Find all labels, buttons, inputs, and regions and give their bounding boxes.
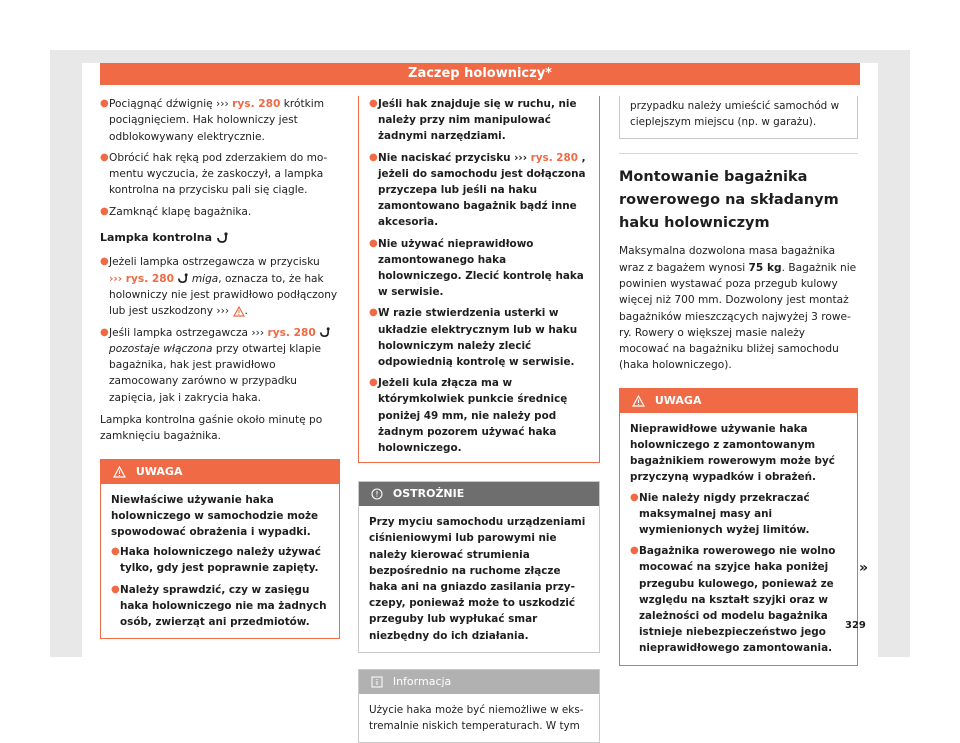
warning-box xyxy=(100,459,340,640)
tow-hook-icon xyxy=(177,273,188,284)
page-header xyxy=(100,63,860,85)
continue-arrow-icon: » xyxy=(859,560,869,576)
warning-triangle-icon[interactable] xyxy=(233,306,245,317)
bullet-icon: ● xyxy=(369,237,378,249)
column-middle xyxy=(358,96,600,743)
figure-ref-link[interactable]: ››› rys. 280 xyxy=(109,272,175,285)
info-continuation-box: przypadku należy umieścić samochód w cieplejszym miejscu (np. w garażu). xyxy=(619,96,858,139)
bullet-icon: ● xyxy=(100,326,109,338)
header-title: Zaczep holowniczy* xyxy=(408,66,552,81)
list-item: ● Nie należy nigdy przekraczać maksymalnej masy ani wymienionych wyżej limitów. xyxy=(630,490,847,539)
info-body: Użycie haka może być niemożliwe w ekstremalnie niskich temperaturach. W tym xyxy=(369,703,584,733)
page-number: 329 xyxy=(845,620,866,631)
section-title: Montowanie bagażnika rowerowego na składanym haku holowniczym xyxy=(619,169,839,232)
warning-header xyxy=(620,389,857,413)
lamp-paragraph: Lampka kontrolna gaśnie około minutę po zamknięciu bagażnika. xyxy=(100,414,323,443)
bullet-icon: ● xyxy=(111,546,120,558)
list-item: ● Zamknąć klapę bagażnika. xyxy=(100,204,340,220)
info-box xyxy=(358,669,600,743)
info-i-icon xyxy=(371,676,383,688)
bullet-icon: ● xyxy=(100,205,109,217)
warning-body: Nieprawidłowe używanie haka holowniczego z zamontowanym bagażnikiem rowerowym może być przyczyną wypadków i obrażeń. ● Nie należy nigdy przekraczać maksymalnej masy ani wymienionych wyżej limitów. ● Bagażnika rowerowego nie wolno mocować na szyjce haka poniżej przegubu kulowego, ponieważ ze względu na kształt szyjki oraz w zależności od modelu bagażnika istnieje niebezpieczeństwo jego nieprawidłowego zamontowania. xyxy=(620,413,857,665)
caution-header xyxy=(359,482,599,506)
figure-ref-link[interactable]: rys. 280 xyxy=(267,326,316,339)
bullet-icon: ● xyxy=(369,151,378,163)
info-header xyxy=(359,670,599,694)
bullet-icon: ● xyxy=(100,151,109,163)
column-left xyxy=(100,96,340,639)
list-item: ● Obrócić hak ręką pod zderzakiem do momentu wyczucia, że zaskoczył, a lampka kontrolna na przycisku pali się ciągle. xyxy=(100,150,340,199)
bullet-icon: ● xyxy=(369,307,378,319)
list-item: ● Nie używać nieprawidłowo zamontowanego haka holowniczego. Zlecić kontrolę haka w serwisie. xyxy=(369,236,589,301)
tow-hook-icon xyxy=(216,232,228,244)
list-item: ● Jeśli hak znajduje się w ruchu, nie należy przy nim manipulować żadnymi narzędziami. xyxy=(369,96,589,145)
info-circle-icon xyxy=(371,488,383,500)
column-right xyxy=(619,96,858,666)
lamp-heading: Lampka kontrolna xyxy=(100,230,340,246)
bullet-icon: ● xyxy=(100,98,109,109)
info-title: Informacja xyxy=(392,674,452,688)
tow-hook-icon xyxy=(319,327,330,338)
bullet-icon: ● xyxy=(369,98,378,109)
warning-title: UWAGA xyxy=(654,393,702,407)
figure-ref-link[interactable]: rys. 280 xyxy=(530,151,578,164)
list-item: ● Jeśli lampka ostrzegawcza ››› rys. 280 pozostaje włączona przy otwartej klapie bagażnika, hak jest prawidłowo zamocowany zarówno w przypadku zapięcia, jak i zakrycia haka. xyxy=(100,325,340,406)
bullet-icon: ● xyxy=(630,545,639,557)
caution-body: Przy myciu samochodu urządzeniami ciśnieniowymi lub parowymi nie należy kierować strumienia bezpośrednio na ruchome złącze haka ani na gniazdo zasilania przyczepy, ponieważ może to uszkodzić przeguby lub wypłukać smar niezbędny do ich działania. xyxy=(369,516,586,642)
list-item: ● Jeżeli lampka ostrzegawcza w przycisku ››› rys. 280 miga, oznacza to, że hak holowniczy nie jest prawidłowo podłączony lub jest uszkodzony ››› . xyxy=(100,254,340,319)
list-item: ● Pociągnąć dźwignię ››› rys. 280 krótkim pociągnięciem. Hak holowniczy jest odblokowywany elektrycznie. xyxy=(100,96,340,145)
bike-rack-paragraph: Maksymalna dozwolona masa bagażnika wraz z bagażem wynosi 75 kg. Bagażnik nie powinien wystawać poza przegub kulowy więcej niż 700 mm. Dozwolony jest montaż bagażników mieszczących najwyżej 3 rowery. Rowery o większej masie należy mocować na bagażniku bliżej samochodu (haka holowniczego). xyxy=(619,245,857,372)
caution-box xyxy=(358,481,600,653)
bullet-icon: ● xyxy=(630,491,639,503)
warning-body: Niewłaściwe używanie haka holowniczego w samochodzie może spowodować obrażenia i wypadki. ● Haka holowniczego należy używać tylko, gdy jest poprawnie zapięty. ● Należy sprawdzić, czy w zasięgu haka holowniczego nie ma żadnych osób, zwierząt ani przedmiotów. xyxy=(101,484,339,639)
list-item: ● Nie naciskać przycisku ››› rys. 280 , jeżeli do samochodu jest dołączona przyczepa lub jeśli na haku zamontowano bagażnik bądź inne akcesoria. xyxy=(369,150,589,231)
list-item: ● Bagażnika rowerowego nie wolno mocować na szyjce haka poniżej przegubu kulowego, ponieważ ze względu na kształt szyjki oraz w zależności od modelu bagażnika istnieje niebezpieczeństwo jego nieprawidłowego zamontowania. xyxy=(630,543,847,656)
warning-triangle-icon xyxy=(113,466,126,478)
list-item: ● Jeżeli kula złącza ma w którymkolwiek punkcie średnicę poniżej 49 mm, nie należy pod żadnym pozorem używać haka holowniczego. xyxy=(369,375,589,456)
list-item: ● Haka holowniczego należy używać tylko, gdy jest poprawnie zapięty. xyxy=(111,544,329,576)
figure-ref-link[interactable]: rys. 280 xyxy=(232,98,281,110)
steps-list xyxy=(100,96,340,220)
warning-triangle-icon xyxy=(632,395,645,407)
warning-continuation-box xyxy=(358,96,600,463)
bullet-icon: ● xyxy=(111,583,120,595)
warning-title: UWAGA xyxy=(135,464,183,478)
caution-title: OSTROŻNIE xyxy=(392,487,465,501)
bullet-icon: ● xyxy=(100,256,109,268)
list-item: ● W razie stwierdzenia usterki w układzie elektrycznym lub w haku holowniczym należy zlecić odpowiednią kontrolę w serwisie. xyxy=(369,305,589,370)
bullet-icon: ● xyxy=(369,377,378,389)
warning-header xyxy=(101,460,339,484)
warning-box xyxy=(619,388,858,666)
list-item: ● Należy sprawdzić, czy w zasięgu haka holowniczego nie ma żadnych osób, zwierząt ani przedmiotów. xyxy=(111,582,329,631)
